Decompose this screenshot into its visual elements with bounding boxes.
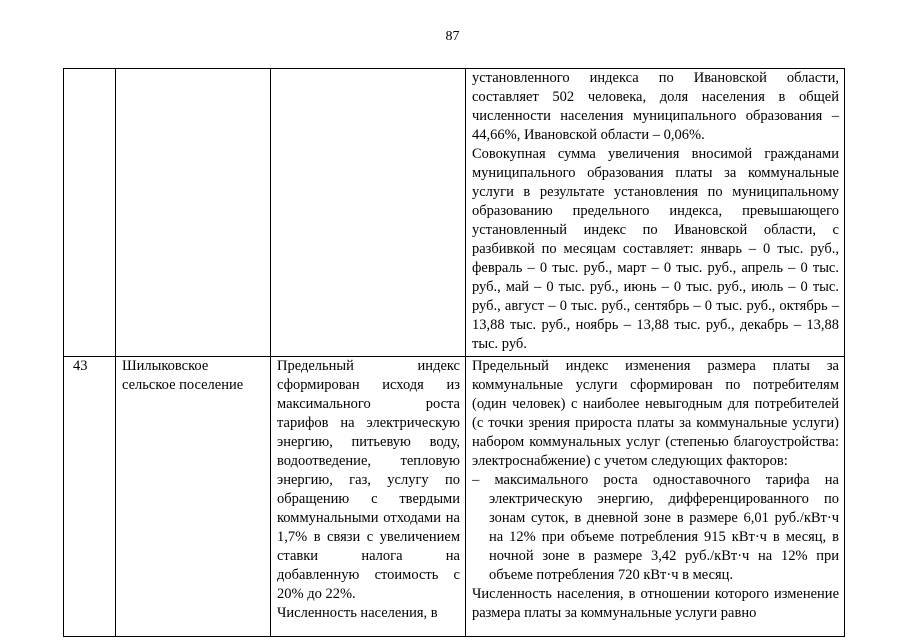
cell-description-continuation (466, 69, 845, 357)
cell-description (466, 357, 845, 637)
paragraph-monthly-amounts: Совокупная сумма увеличения вносимой гражданами муниципального образования платы за коммунальные услуги в результате установления по муниципальному образованию предельного индекса, превышающего установленный индекс по Ивановской области, с разбивкой по месяцам составляет: январь – 0 тыс. руб., февраль – 0 тыс. руб., март – 0 тыс. руб., апрель – 0 тыс. руб., май – 0 тыс. руб., июнь – 0 тыс. руб., июль – 0 тыс. руб., август – 0 тыс. руб., сентябрь – 0 тыс. руб., октябрь – 13,88 тыс. руб., ноябрь – 13,88 тыс. руб., декабрь – 13,88 тыс. руб. (472, 146, 839, 352)
cell-municipality-name: Шилыковское сельское поселение (116, 357, 271, 637)
page-number: 87 (445, 29, 460, 44)
paragraph-population-start: Численность населения, в (277, 605, 438, 621)
table-row-continuation (64, 69, 845, 357)
content-table (63, 68, 845, 637)
paragraph-index-basis: Предельный индекс сформирован исходя из максимального роста тарифов на электрическую энергию, питьевую воду, водоотведение, тепловую энергию, газ, услугу по обращению с твердыми коммунальными отходами на 1,7% в связи с увеличением ставки налога на добавленную стоимость с 20% до 22%. (277, 358, 460, 602)
cell-justification-empty (271, 69, 466, 357)
cell-index-justification (271, 357, 466, 637)
paragraph-population-share: установленного индекса по Ивановской области, составляет 502 человека, доля населения в общей численности населения муниципального образования – 44,66%, Ивановской области – 0,06%. (472, 70, 839, 143)
cell-row-number: 43 (64, 357, 116, 637)
list-item-tariff-factor: – максимального роста одноставочного тарифа на электрическую энергию, дифференцированного по зонам суток, в дневной зоне в размере 6,01 руб./кВт·ч на 12% при объеме потребления 915 кВт·ч в месяц, в ночной зоне в размере 3,42 руб./кВт·ч на 12% при объеме потребления 720 кВт·ч в месяц. (472, 472, 839, 583)
cell-row-number-empty (64, 69, 116, 357)
cell-municipality-empty (116, 69, 271, 357)
table-row-43 (64, 357, 845, 637)
paragraph-index-formation: Предельный индекс изменения размера платы за коммунальные услуги сформирован по потребителям (один человек) с наиболее невыгодным для потребителей (с точки зрения прироста платы за коммунальные услуги) набором коммунальных услуг (степенью благоустройства: электроснабжение) с учетом следующих факторов: (472, 358, 839, 469)
paragraph-population-note: Численность населения, в отношении которого изменение размера платы за коммунальные услуги равно (472, 586, 839, 621)
